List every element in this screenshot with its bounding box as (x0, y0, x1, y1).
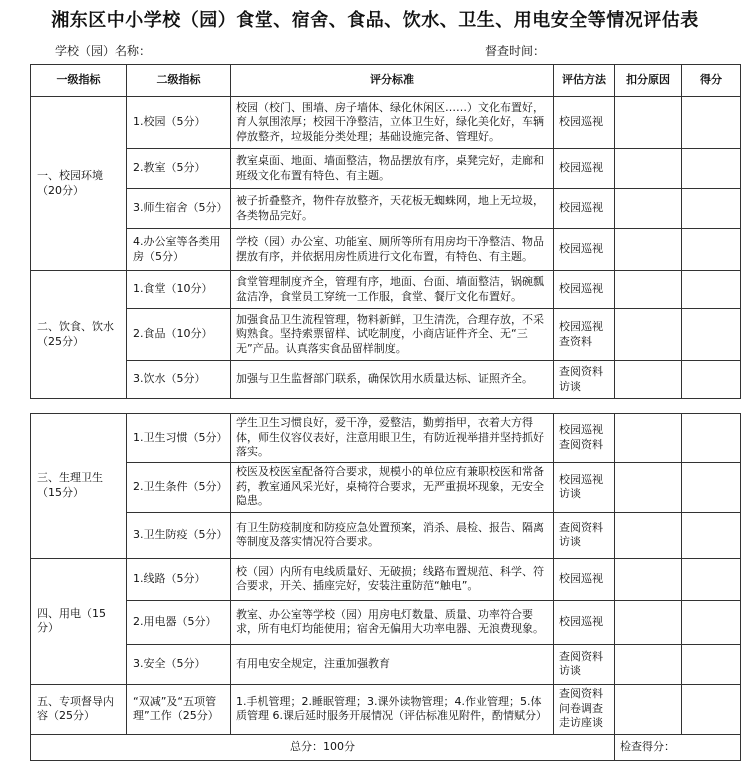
evaluation-method: 查阅资料 访谈 (554, 644, 615, 684)
sub-indicator: 1.卫生习惯（5分） (127, 414, 231, 463)
header-score: 得分 (682, 65, 741, 97)
table-row (31, 271, 741, 309)
evaluation-method: 查阅资料 问卷调查 走访座谈 (554, 684, 615, 734)
check-score-label[interactable]: 检查得分： (615, 734, 741, 760)
deduction-reason-cell[interactable] (615, 361, 682, 399)
scoring-standard: 加强与卫生监督部门联系，确保饮用水质量达标、证照齐全。 (231, 361, 554, 399)
table-row (31, 644, 741, 684)
evaluation-method: 校园巡视 查阅资料 (554, 414, 615, 463)
sub-indicator: 3.安全（5分） (127, 644, 231, 684)
total-score-label: 总分：100分 (31, 734, 615, 760)
sub-indicator: 3.师生宿舍（5分） (127, 189, 231, 229)
sub-indicator: 2.卫生条件（5分） (127, 462, 231, 512)
table-row (31, 97, 741, 149)
evaluation-method: 校园巡视 查资料 (554, 309, 615, 361)
table-row (31, 600, 741, 644)
deduction-reason-cell[interactable] (615, 271, 682, 309)
scoring-standard: 食堂管理制度齐全，管理有序，地面、台面、墙面整洁，锅碗瓢盆洁净，食堂员工穿统一工作服，食堂、餐厅文化布置好。 (231, 271, 554, 309)
evaluation-method: 校园巡视 (554, 229, 615, 271)
evaluation-method: 校园巡视 (554, 189, 615, 229)
evaluation-method: 校园巡视 访谈 (554, 462, 615, 512)
evaluation-table-part2 (30, 413, 741, 761)
school-name-label: 学校（园）名称： (55, 44, 152, 58)
scoring-standard: 1.手机管理；2.睡眠管理；3.课外读物管理；4.作业管理；5.体质管理 6.课后延时服务开展情况（评估标准见附件，酌情赋分） (231, 684, 554, 734)
deduction-reason-cell[interactable] (615, 229, 682, 271)
scoring-standard: 校园（校门、围墙、房子墙体、绿化休闲区……）文化布置好，育人氛围浓厚；校园干净整洁，立体卫生好，绿化美化好，车辆停放整齐，垃圾能分类处理；基础设施完备、管理好。 (231, 97, 554, 149)
evaluation-method: 校园巡视 (554, 600, 615, 644)
table-row (31, 684, 741, 734)
sub-indicator: 2.食品（10分） (127, 309, 231, 361)
table-row (31, 229, 741, 271)
table-row (31, 189, 741, 229)
deduction-reason-cell[interactable] (615, 512, 682, 558)
scoring-standard: 教室、办公室等学校（园）用房电灯数量、质量、功率符合要求，所有电灯均能使用；宿舍无偏用大功率电器、无浪费现象。 (231, 600, 554, 644)
score-cell[interactable] (682, 414, 741, 463)
score-cell[interactable] (682, 361, 741, 399)
deduction-reason-cell[interactable] (615, 644, 682, 684)
score-cell[interactable] (682, 229, 741, 271)
scoring-standard: 校（园）内所有电线质量好、无破损；线路布置规范、科学、符合要求，开关、插座完好，安装注重防范“触电”。 (231, 558, 554, 600)
score-cell[interactable] (682, 462, 741, 512)
scoring-standard: 教室桌面、地面、墙面整洁，物品摆放有序，桌凳完好，走廊和班级文化布置有特色、有主题。 (231, 149, 554, 189)
table-row (31, 512, 741, 558)
score-cell[interactable] (682, 189, 741, 229)
scoring-standard: 加强食品卫生流程管理，物料新鲜，卫生清洗，合理存放，不采购熟食。坚持索票留样、试吃制度，小商店证件齐全、无“三无”产品。认真落实食品留样制度。 (231, 309, 554, 361)
score-cell[interactable] (682, 600, 741, 644)
scoring-standard: 学校（园）办公室、功能室、厕所等所有用房均干净整洁、物品摆放有序，并依据用房性质进行文化布置，有特色、有主题。 (231, 229, 554, 271)
table-row (31, 414, 741, 463)
deduction-reason-cell[interactable] (615, 414, 682, 463)
deduction-reason-cell[interactable] (615, 97, 682, 149)
evaluation-method: 查阅资料 访谈 (554, 361, 615, 399)
deduction-reason-cell[interactable] (615, 189, 682, 229)
sub-indicator: 1.校园（5分） (127, 97, 231, 149)
header-deduction: 扣分原因 (615, 65, 682, 97)
sub-indicator: 2.教室（5分） (127, 149, 231, 189)
score-cell[interactable] (682, 644, 741, 684)
scoring-standard: 被子折叠整齐，物件存放整齐，天花板无蜘蛛网，地上无垃圾，各类物品完好。 (231, 189, 554, 229)
header-standard: 评分标准 (231, 65, 554, 97)
header-level1: 一级指标 (31, 65, 127, 97)
score-cell[interactable] (682, 558, 741, 600)
deduction-reason-cell[interactable] (615, 149, 682, 189)
scoring-standard: 有卫生防疫制度和防疫应急处置预案，消杀、晨检、报告、隔离等制度及落实情况符合要求。 (231, 512, 554, 558)
header-level2: 二级指标 (127, 65, 231, 97)
table-row (31, 309, 741, 361)
score-cell[interactable] (682, 149, 741, 189)
score-cell[interactable] (682, 309, 741, 361)
score-cell[interactable] (682, 684, 741, 734)
deduction-reason-cell[interactable] (615, 309, 682, 361)
evaluation-method: 校园巡视 (554, 558, 615, 600)
evaluation-table-part1 (30, 64, 741, 399)
header-method: 评估方法 (554, 65, 615, 97)
footer-row (31, 734, 741, 760)
table-row (31, 149, 741, 189)
page-break (0, 404, 750, 410)
sub-indicator: “双减”及“五项管理”工作（25分） (127, 684, 231, 734)
evaluation-method: 校园巡视 (554, 271, 615, 309)
sub-indicator: 3.饮水（5分） (127, 361, 231, 399)
table-row (31, 558, 741, 600)
deduction-reason-cell[interactable] (615, 600, 682, 644)
deduction-reason-cell[interactable] (615, 684, 682, 734)
header-row (31, 65, 741, 97)
evaluation-method: 校园巡视 (554, 97, 615, 149)
sub-indicator: 3.卫生防疫（5分） (127, 512, 231, 558)
group-food-water: 二、饮食、饮水 （25分） (31, 271, 127, 399)
table-row (31, 462, 741, 512)
inspection-time-label: 督查时间： (485, 44, 546, 58)
group-electricity: 四、用电（15分） (31, 558, 127, 684)
scoring-standard: 学生卫生习惯良好，爱干净，爱整洁，勤剪指甲，衣着大方得体，师生仪容仪表好，注意用眼卫生，有防近视举措并坚持抓好落实。 (231, 414, 554, 463)
group-special-inspection: 五、专项督导内容（25分） (31, 684, 127, 734)
deduction-reason-cell[interactable] (615, 462, 682, 512)
table-row (31, 361, 741, 399)
group-campus-environment: 一、校园环境 （20分） (31, 97, 127, 271)
score-cell[interactable] (682, 271, 741, 309)
score-cell[interactable] (682, 97, 741, 149)
sub-indicator: 4.办公室等各类用房（5分） (127, 229, 231, 271)
evaluation-method: 查阅资料 访谈 (554, 512, 615, 558)
scoring-standard: 校医及校医室配备符合要求，规模小的单位应有兼职校医和常备药，教室通风采光好，桌椅符合要求，无严重损坏现象，无安全隐患。 (231, 462, 554, 512)
sub-indicator: 2.用电器（5分） (127, 600, 231, 644)
group-hygiene: 三、生理卫生 （15分） (31, 414, 127, 559)
evaluation-method: 校园巡视 (554, 149, 615, 189)
sub-indicator: 1.食堂（10分） (127, 271, 231, 309)
deduction-reason-cell[interactable] (615, 558, 682, 600)
scoring-standard: 有用电安全规定，注重加强教育 (231, 644, 554, 684)
score-cell[interactable] (682, 512, 741, 558)
sub-indicator: 1.线路（5分） (127, 558, 231, 600)
page-title: 湘东区中小学校（园）食堂、宿舍、食品、饮水、卫生、用电安全等情况评估表 (51, 10, 699, 31)
